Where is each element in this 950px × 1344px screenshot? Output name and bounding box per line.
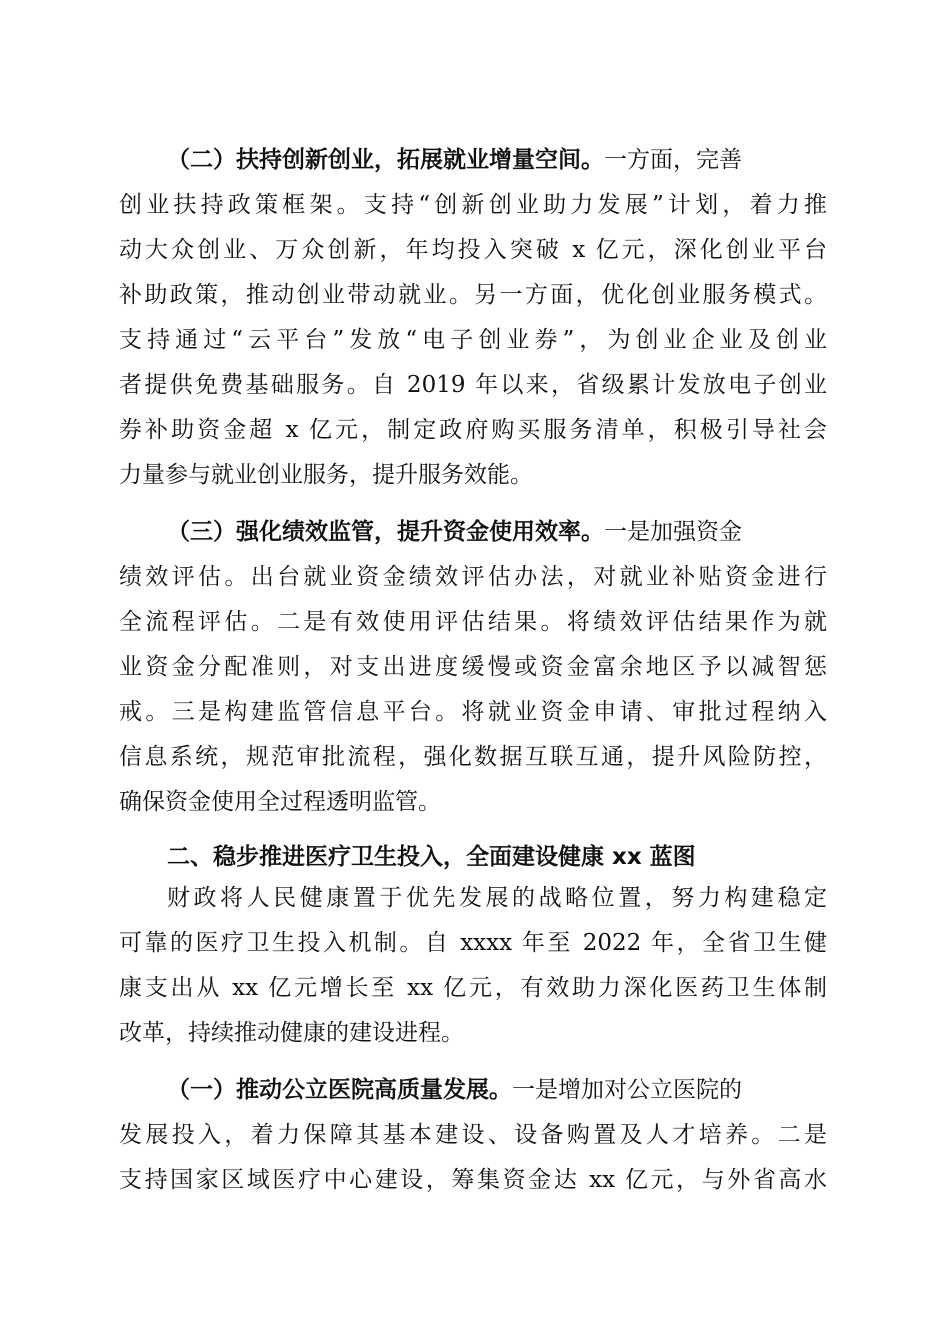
paragraph-line: 改革，持续推动健康的建设进程。 — [119, 1020, 464, 1046]
paragraph-line: 动大众创业、万众创新，年均投入突破 x 亿元，深化创业平台 — [119, 237, 827, 263]
paragraph-line: 康支出从 xx 亿元增长至 xx 亿元，有效助力深化医药卫生体制 — [119, 975, 827, 1001]
section-heading: （一）推动公立医院高质量发展。 — [167, 1077, 512, 1103]
paragraph-line: 支持通过“云平台”发放“电子创业券”，为创业企业及创业 — [119, 327, 827, 353]
paragraph-line: 券补助资金超 x 亿元，制定政府购买服务清单，积极引导社会 — [119, 417, 827, 443]
paragraph-line: 绩效评估。出台就业资金绩效评估办法，对就业补贴资金进行 — [119, 564, 827, 590]
paragraph-text: 一是加强资金 — [604, 519, 742, 545]
paragraph-line: 信息系统，规范审批流程，强化数据互联互通，提升风险防控， — [119, 744, 827, 770]
paragraph-line: 力量参与就业创业服务，提升服务效能。 — [119, 462, 533, 488]
paragraph-line: 支持国家区域医疗中心建设，筹集资金达 xx 亿元，与外省高水 — [119, 1167, 827, 1193]
document-page — [119, 138, 827, 1203]
paragraph-line: 财政将人民健康置于优先发展的战略位置，努力构建稳定 — [167, 885, 827, 911]
section-heading: （三）强化绩效监管，提升资金使用效率。 — [167, 519, 604, 545]
chapter-heading: 二、稳步推进医疗卫生投入，全面建设健康 xx 蓝图 — [167, 844, 696, 870]
paragraph-line: 戒。三是构建监管信息平台。将就业资金申请、审批过程纳入 — [119, 699, 827, 725]
paragraph-line — [167, 138, 827, 183]
paragraph-line: 创业扶持政策框架。支持“创新创业助力发展”计划，着力推 — [119, 192, 827, 218]
paragraph-line: 确保资金使用全过程透明监管。 — [119, 789, 441, 815]
paragraph-line — [167, 1068, 827, 1113]
paragraph-line: 者提供免费基础服务。自 2019 年以来，省级累计发放电子创业 — [119, 372, 827, 398]
paragraph-text: 一是增加对公立医院的 — [512, 1077, 742, 1103]
paragraph-line: 业资金分配准则，对支出进度缓慢或资金富余地区予以减智惩 — [119, 654, 827, 680]
paragraph-line: 全流程评估。二是有效使用评估结果。将绩效评估结果作为就 — [119, 609, 827, 635]
paragraph-text: 一方面，完善 — [604, 147, 742, 173]
section-heading: （二）扶持创新创业，拓展就业增量空间。 — [167, 147, 604, 173]
paragraph-line: 可靠的医疗卫生投入机制。自 xxxx 年至 2022 年，全省卫生健 — [119, 930, 827, 956]
paragraph-line: 补助政策，推动创业带动就业。另一方面，优化创业服务模式。 — [119, 282, 827, 308]
paragraph-line — [167, 510, 827, 555]
paragraph-line: 发展投入，着力保障其基本建设、设备购置及人才培养。二是 — [119, 1122, 827, 1148]
